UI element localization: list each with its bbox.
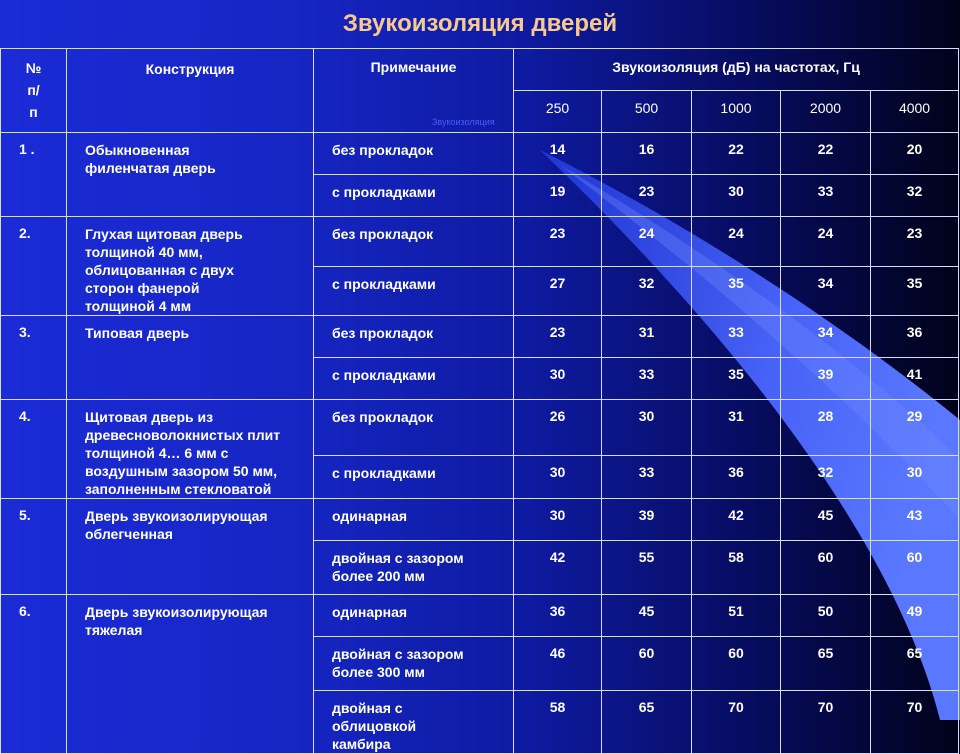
value-cell: 55: [602, 541, 692, 595]
note-cell: без прокладок: [314, 400, 514, 456]
value-cell: 19: [514, 175, 602, 217]
value-cell: 30: [871, 455, 959, 498]
header-frequency: 4000: [871, 91, 959, 133]
value-cell: 30: [514, 499, 602, 541]
value-cell: 26: [514, 400, 602, 456]
value-cell: 39: [781, 358, 871, 400]
value-cell: 20: [871, 133, 959, 175]
value-cell: 35: [692, 266, 781, 316]
value-cell: 45: [602, 595, 692, 637]
value-cell: 60: [781, 541, 871, 595]
value-cell: 24: [692, 217, 781, 267]
table-row: [1, 133, 959, 175]
value-cell: 24: [781, 217, 871, 267]
header-frequency: 250: [514, 91, 602, 133]
value-cell: 31: [602, 316, 692, 358]
header-construction: Конструкция: [67, 49, 314, 133]
row-number: 1 .: [1, 133, 67, 217]
value-cell: 34: [781, 316, 871, 358]
value-cell: 24: [602, 217, 692, 267]
row-number: 6.: [1, 595, 67, 754]
value-cell: 46: [514, 637, 602, 691]
value-cell: 23: [514, 217, 602, 267]
value-cell: 27: [514, 266, 602, 316]
header-note: [314, 49, 514, 133]
value-cell: 41: [871, 358, 959, 400]
value-cell: 33: [602, 455, 692, 498]
note-cell: без прокладок: [314, 133, 514, 175]
value-cell: 70: [692, 691, 781, 754]
header-isolation: Звукоизоляция (дБ) на частотах, Гц: [514, 49, 959, 91]
value-cell: 33: [781, 175, 871, 217]
door-isolation-table: [0, 48, 959, 754]
value-cell: 43: [871, 499, 959, 541]
value-cell: 30: [514, 358, 602, 400]
value-cell: 49: [871, 595, 959, 637]
table-row: [1, 400, 959, 456]
header-number-part: №: [25, 60, 42, 76]
value-cell: 50: [781, 595, 871, 637]
value-cell: 36: [514, 595, 602, 637]
value-cell: 35: [692, 358, 781, 400]
header-note-label: Примечание: [370, 59, 457, 75]
value-cell: 42: [692, 499, 781, 541]
value-cell: 36: [871, 316, 959, 358]
header-frequency: 2000: [781, 91, 871, 133]
header-number: [1, 49, 67, 133]
value-cell: 36: [692, 455, 781, 498]
value-cell: 23: [871, 217, 959, 267]
row-number: 2.: [1, 217, 67, 316]
value-cell: 32: [602, 266, 692, 316]
construction-cell: Щитовая дверь из древесноволокнистых плит толщиной 4… 6 мм с воздушным зазором 50 мм, заполненным стекловатой: [67, 400, 314, 499]
construction-cell: Глухая щитовая дверь толщиной 40 мм, облицованная с двух сторон фанерой толщиной 4 мм: [67, 217, 314, 316]
value-cell: 39: [602, 499, 692, 541]
header-frequency: 1000: [692, 91, 781, 133]
value-cell: 34: [781, 266, 871, 316]
value-cell: 28: [781, 400, 871, 456]
value-cell: 60: [602, 637, 692, 691]
value-cell: 65: [602, 691, 692, 754]
faint-label: Звукоизоляция: [432, 117, 495, 127]
note-cell: двойная с облицовкой камбира: [314, 691, 514, 754]
value-cell: 23: [602, 175, 692, 217]
value-cell: 58: [514, 691, 602, 754]
note-cell: с прокладками: [314, 358, 514, 400]
value-cell: 30: [514, 455, 602, 498]
construction-cell: Дверь звукоизолирующая тяжелая: [67, 595, 314, 754]
value-cell: 16: [602, 133, 692, 175]
value-cell: 60: [871, 541, 959, 595]
value-cell: 45: [781, 499, 871, 541]
note-cell: с прокладками: [314, 455, 514, 498]
value-cell: 32: [871, 175, 959, 217]
value-cell: 29: [871, 400, 959, 456]
row-number: 5.: [1, 499, 67, 595]
table-row: [1, 217, 959, 267]
header-frequency: 500: [602, 91, 692, 133]
value-cell: 51: [692, 595, 781, 637]
table-row: [1, 595, 959, 637]
value-cell: 23: [514, 316, 602, 358]
construction-cell: Типовая дверь: [67, 316, 314, 400]
header-number-part: п/: [27, 82, 40, 98]
value-cell: 33: [602, 358, 692, 400]
note-cell: без прокладок: [314, 316, 514, 358]
value-cell: 30: [602, 400, 692, 456]
value-cell: 70: [781, 691, 871, 754]
value-cell: 22: [692, 133, 781, 175]
value-cell: 65: [871, 637, 959, 691]
value-cell: 35: [871, 266, 959, 316]
value-cell: 33: [692, 316, 781, 358]
value-cell: 70: [871, 691, 959, 754]
page-title: Звукоизоляция дверей: [342, 10, 618, 37]
value-cell: 60: [692, 637, 781, 691]
note-cell: с прокладками: [314, 175, 514, 217]
row-number: 3.: [1, 316, 67, 400]
value-cell: 58: [692, 541, 781, 595]
value-cell: 22: [781, 133, 871, 175]
note-cell: с прокладками: [314, 266, 514, 316]
note-cell: одинарная: [314, 595, 514, 637]
construction-cell: Дверь звукоизолирующая облегченная: [67, 499, 314, 595]
value-cell: 65: [781, 637, 871, 691]
value-cell: 30: [692, 175, 781, 217]
note-cell: одинарная: [314, 499, 514, 541]
value-cell: 42: [514, 541, 602, 595]
note-cell: двойная с зазором более 200 мм: [314, 541, 514, 595]
table-row: [1, 316, 959, 358]
value-cell: 32: [781, 455, 871, 498]
note-cell: двойная с зазором более 300 мм: [314, 637, 514, 691]
value-cell: 31: [692, 400, 781, 456]
value-cell: 14: [514, 133, 602, 175]
construction-cell: Обыкновенная филенчатая дверь: [67, 133, 314, 217]
note-cell: без прокладок: [314, 217, 514, 267]
row-number: 4.: [1, 400, 67, 499]
header-number-part: п: [29, 104, 38, 120]
table-row: [1, 499, 959, 541]
